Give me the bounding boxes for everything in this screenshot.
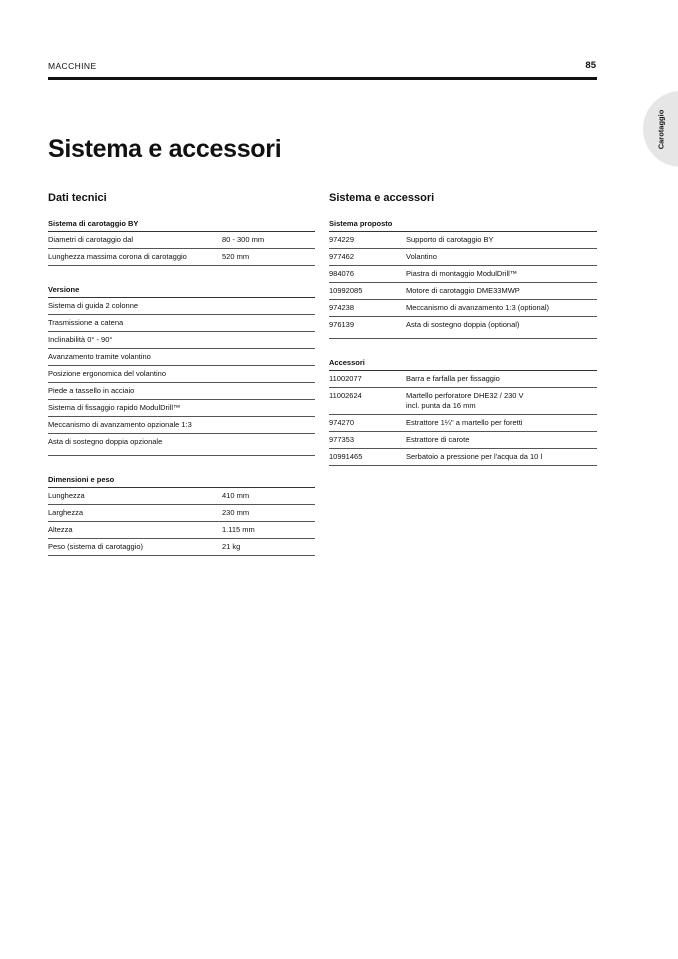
article-description: Supporto di carotaggio BY: [406, 235, 494, 244]
table-row: [329, 449, 597, 466]
table-row: [48, 383, 315, 400]
article-number: 984076: [329, 269, 355, 278]
proposed-system-table: [329, 216, 597, 339]
group-heading: Dimensioni e peso: [48, 472, 315, 488]
table-row: [48, 505, 315, 522]
article-number: 11002624: [329, 391, 362, 400]
row-label: Altezza: [48, 525, 73, 534]
article-description-block: [406, 391, 597, 411]
system-accessories-column: [329, 192, 597, 466]
table-row: [48, 400, 315, 417]
row-label: Trasmissione a catena: [48, 318, 124, 327]
table-row: [329, 415, 597, 432]
group-heading: Sistema proposto: [329, 216, 597, 232]
table-row: [329, 249, 597, 266]
row-label: Asta di sostegno doppia opzionale: [48, 437, 163, 446]
row-label: Piede a tassello in acciaio: [48, 386, 135, 395]
row-label: Lunghezza massima corona di carotaggio: [48, 252, 187, 261]
side-tab-label: Carotaggio: [656, 109, 666, 149]
table-row: [48, 366, 315, 383]
table-row: [329, 300, 597, 317]
technical-data-title: Dati tecnici: [48, 192, 107, 204]
row-value: 410 mm: [222, 491, 250, 500]
technical-data-column: [48, 192, 315, 556]
coring-system-table: [48, 216, 315, 266]
table-row: [48, 232, 315, 249]
header-rule: [48, 77, 597, 80]
article-description: Motore di carotaggio DME33MWP: [406, 286, 520, 295]
table-row: [48, 522, 315, 539]
page-title: Sistema e accessori: [48, 135, 282, 163]
header-section-label: MACCHINE: [48, 61, 97, 71]
dimensions-table: [48, 472, 315, 556]
article-description: Asta di sostegno doppia (optional): [406, 320, 520, 329]
group-heading: Sistema di carotaggio BY: [48, 216, 315, 232]
table-row: [48, 539, 315, 556]
article-description: Serbatoio a pressione per l'acqua da 10 l: [406, 452, 543, 461]
row-label: Sistema di fissaggio rapido ModulDrill™: [48, 403, 181, 412]
article-number: 974238: [329, 303, 355, 312]
row-value: 21 kg: [222, 542, 241, 551]
group-heading: Versione: [48, 282, 315, 298]
table-row: [329, 232, 597, 249]
article-number: 11002077: [329, 374, 362, 383]
table-row: [329, 388, 597, 415]
article-description: Piastra di montaggio ModulDrill™: [406, 269, 518, 278]
table-row: [48, 434, 315, 456]
article-description: Barra e farfalla per fissaggio: [406, 374, 500, 383]
article-number: 10992085: [329, 286, 363, 295]
row-label: Posizione ergonomica del volantino: [48, 369, 166, 378]
article-description: Martello perforatore DHE32 / 230 V: [406, 391, 524, 400]
article-number: 977462: [329, 252, 355, 261]
row-label: Sistema di guida 2 colonne: [48, 301, 139, 310]
table-row: [329, 371, 597, 388]
article-number: 977353: [329, 435, 355, 444]
row-label: Inclinabilità 0° - 90°: [48, 335, 113, 344]
table-row: [48, 249, 315, 266]
article-description: Estrattore di carote: [406, 435, 470, 444]
row-label: Meccanismo di avanzamento opzionale 1:3: [48, 420, 192, 429]
table-row: [48, 417, 315, 434]
row-label: Larghezza: [48, 508, 84, 517]
table-row: [48, 332, 315, 349]
side-tab-label-wrap: [649, 91, 673, 167]
table-row: [329, 432, 597, 449]
row-value: 520 mm: [222, 252, 250, 261]
row-label: Lunghezza: [48, 491, 85, 500]
group-heading: Accessori: [329, 355, 597, 371]
system-accessories-title: Sistema e accessori: [329, 192, 435, 204]
article-description: Volantino: [406, 252, 437, 261]
row-value: 1.115 mm: [222, 525, 255, 534]
article-number: 976139: [329, 320, 355, 329]
article-description: Meccanismo di avanzamento 1:3 (optional): [406, 303, 549, 312]
version-table: [48, 282, 315, 456]
article-description: Estrattore 1¼" a martello per foretti: [406, 418, 523, 427]
row-value: 230 mm: [222, 508, 250, 517]
table-row: [329, 317, 597, 339]
article-description-line2: incl. punta da 16 mm: [406, 401, 476, 410]
row-label: Peso (sistema di carotaggio): [48, 542, 144, 551]
article-number: 974270: [329, 418, 355, 427]
page-number: 85: [585, 60, 596, 71]
article-number: 974229: [329, 235, 355, 244]
row-label: Avanzamento tramite volantino: [48, 352, 151, 361]
table-row: [48, 298, 315, 315]
accessories-table: [329, 355, 597, 466]
table-row: [329, 283, 597, 300]
table-row: [48, 488, 315, 505]
table-row: [48, 315, 315, 332]
article-number: 10991465: [329, 452, 363, 461]
table-row: [48, 349, 315, 366]
row-label: Diametri di carotaggio dal: [48, 235, 134, 244]
row-value: 80 - 300 mm: [222, 235, 265, 244]
table-row: [329, 266, 597, 283]
